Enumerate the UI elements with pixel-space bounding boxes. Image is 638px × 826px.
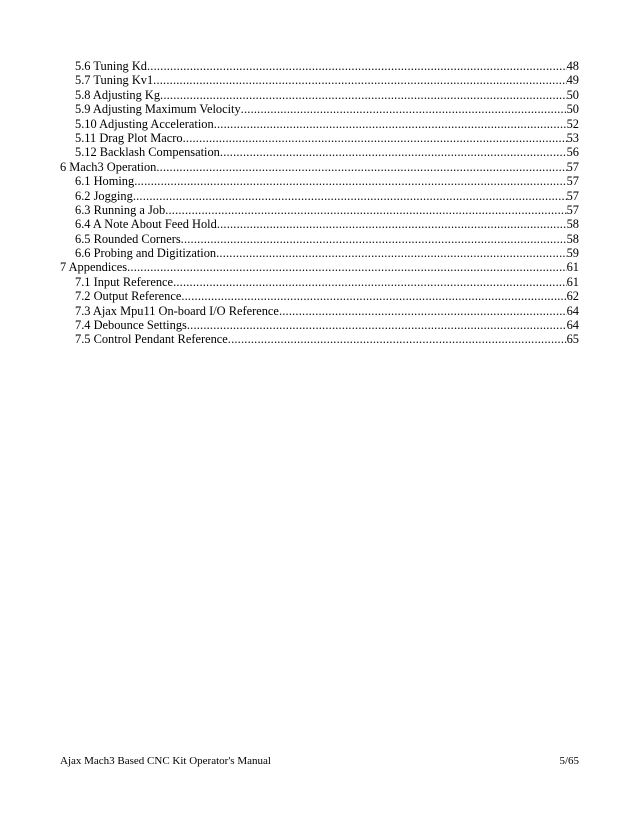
toc-entry-label: 6.3 Running a Job	[75, 202, 166, 217]
toc-dot-leader	[241, 102, 567, 116]
toc-entry-page-number: 61	[566, 260, 579, 275]
toc-entry[interactable]	[60, 160, 579, 174]
toc-entry[interactable]	[60, 102, 579, 116]
toc-entry-page-number: 53	[566, 130, 579, 145]
toc-dot-leader	[181, 232, 567, 246]
toc-entry-label: 6.4 A Note About Feed Hold	[75, 217, 217, 232]
toc-dot-leader	[220, 145, 567, 159]
toc-dot-leader	[147, 59, 567, 73]
toc-dot-leader	[156, 160, 566, 174]
toc-dot-leader	[173, 275, 567, 289]
toc-dot-leader	[279, 304, 567, 318]
toc-dot-leader	[165, 203, 566, 217]
toc-entry[interactable]	[60, 174, 579, 188]
toc-entry-page-number: 57	[566, 202, 579, 217]
toc-entry[interactable]	[60, 189, 579, 203]
toc-entry-label: 7.5 Control Pendant Reference	[75, 332, 228, 347]
toc-entry-page-number: 59	[566, 246, 579, 261]
toc-dot-leader	[217, 217, 567, 231]
toc-entry-page-number: 65	[566, 332, 579, 347]
toc-entry[interactable]	[60, 275, 579, 289]
toc-entry-page-number: 64	[566, 318, 579, 333]
toc-entry[interactable]	[60, 203, 579, 217]
toc-entry-page-number: 62	[566, 289, 579, 304]
toc-entry[interactable]	[60, 246, 579, 260]
toc-entry-label: 5.12 Backlash Compensation	[75, 145, 220, 160]
footer-title: Ajax Mach3 Based CNC Kit Operator's Manual	[60, 755, 271, 767]
toc-entry-label: 5.8 Adjusting Kg	[75, 87, 161, 102]
toc-entry-page-number: 48	[566, 59, 579, 73]
toc-entry[interactable]	[60, 73, 579, 87]
toc-entry-label: 7 Appendices	[60, 260, 128, 275]
toc-entry-label: 5.6 Tuning Kd	[75, 59, 147, 73]
toc-entry-page-number: 50	[566, 102, 579, 117]
toc-entry-label: 6.1 Homing	[75, 174, 135, 189]
toc-entry-label: 6.6 Probing and Digitization	[75, 246, 217, 261]
toc-entry[interactable]	[60, 332, 579, 346]
toc-entry-page-number: 57	[566, 174, 579, 189]
toc-entry-label: 5.9 Adjusting Maximum Velocity	[75, 102, 241, 117]
toc-dot-leader	[216, 246, 567, 260]
toc-entry-label: 6 Mach3 Operation	[60, 159, 157, 174]
toc-dot-leader	[153, 73, 566, 87]
toc-entry-label: 7.3 Ajax Mpu11 On-board I/O Reference	[75, 303, 279, 318]
toc-entry-label: 7.2 Output Reference	[75, 289, 182, 304]
toc-entry-label: 5.10 Adjusting Acceleration	[75, 116, 214, 131]
toc-dot-leader	[228, 332, 567, 346]
toc-entry[interactable]	[60, 260, 579, 274]
toc-entry-page-number: 58	[566, 231, 579, 246]
toc-entry-label: 7.4 Debounce Settings	[75, 318, 187, 333]
toc-dot-leader	[127, 260, 567, 274]
toc-entry[interactable]	[60, 304, 579, 318]
page-footer	[60, 754, 579, 768]
toc-dot-leader	[187, 318, 567, 332]
toc-entry-label: 5.7 Tuning Kv1	[75, 73, 154, 88]
toc-entry-label: 5.11 Drag Plot Macro	[75, 130, 183, 145]
toc-entry-page-number: 56	[566, 145, 579, 160]
toc-entry-page-number: 64	[566, 303, 579, 318]
toc-dot-leader	[134, 174, 566, 188]
toc-dot-leader	[160, 88, 567, 102]
toc-entry[interactable]	[60, 217, 579, 231]
toc-entry[interactable]	[60, 131, 579, 145]
toc-entry[interactable]	[60, 145, 579, 159]
toc-dot-leader	[181, 289, 566, 303]
toc-entry-label: 6.5 Rounded Corners	[75, 231, 181, 246]
footer-page-number: 5/65	[559, 755, 579, 767]
table-of-contents	[60, 59, 579, 347]
toc-entry[interactable]	[60, 88, 579, 102]
toc-entry[interactable]	[60, 59, 579, 73]
toc-entry-page-number: 50	[566, 87, 579, 102]
toc-entry-page-number: 58	[566, 217, 579, 232]
toc-dot-leader	[214, 117, 567, 131]
toc-entry[interactable]	[60, 232, 579, 246]
toc-entry[interactable]	[60, 289, 579, 303]
toc-entry-page-number: 49	[566, 73, 579, 88]
toc-entry-page-number: 61	[566, 274, 579, 289]
toc-entry-page-number: 57	[566, 188, 579, 203]
toc-entry-label: 7.1 Input Reference	[75, 274, 174, 289]
toc-entry[interactable]	[60, 117, 579, 131]
toc-entry[interactable]	[60, 318, 579, 332]
toc-entry-label: 6.2 Jogging	[75, 188, 133, 203]
toc-dot-leader	[183, 131, 567, 145]
toc-dot-leader	[133, 189, 567, 203]
toc-entry-page-number: 52	[566, 116, 579, 131]
toc-entry-page-number: 57	[566, 159, 579, 174]
